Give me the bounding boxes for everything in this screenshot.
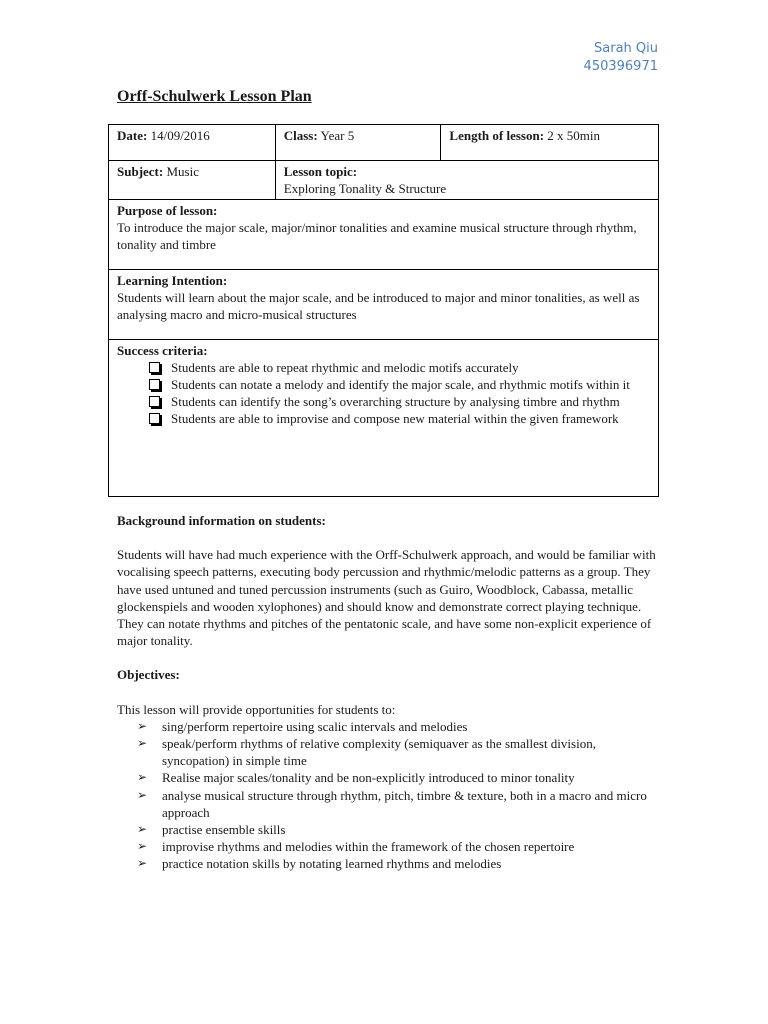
date-cell [109,125,276,161]
author-block [584,40,658,76]
arrow-bullet-icon: ➢ [137,856,148,871]
class-cell [275,125,441,161]
length-label: Length of lesson: [449,128,545,143]
checkbox-icon [149,379,160,390]
list-item [137,838,657,855]
length-value: 2 x 50min [547,128,601,143]
arrow-bullet-icon: ➢ [137,718,148,733]
objective-text: practise ensemble skills [162,822,286,838]
topic-value: Exploring Tonality & Structure [283,181,447,196]
class-value: Year 5 [320,128,355,143]
arrow-bullet-icon: ➢ [137,787,148,802]
objectives-heading: Objectives: [117,667,180,683]
criteria-list [117,359,650,427]
criteria-text: Students can notate a melody and identify the major scale, and rhythmic motifs within it [171,377,630,392]
subject-label: Subject: [117,164,164,179]
class-label: Class: [283,128,318,143]
list-item [137,787,657,821]
arrow-bullet-icon: ➢ [137,839,148,854]
list-item [137,855,657,872]
length-cell [441,125,659,161]
objective-text: analyse musical structure through rhythm, pitch, timbre & texture, both in a macro and micro approach [162,787,647,820]
background-text: Students will have had much experience with the Orff-Schulwerk approach, and would be familiar with vocalising speech patterns, executing body percussion and rhythmic/melodic patterns as a group. They have used untuned and tuned percussion instruments (such as Guiro, Woodblock, Cabassa, metallic glockenspiels and wooden xylophones) and should know and demonstrate correct playing technique. They can notate rhythms and pitches of the pentatonic scale, and have some non-explicit experience of major tonality. [117,547,656,649]
document-title: Orff-Schulwerk Lesson Plan [117,88,312,105]
objectives-list [117,718,657,873]
criteria-text: Students are able to repeat rhythmic and melodic motifs accurately [171,360,519,375]
objective-text: practice notation skills by notating learned rhythms and melodies [162,856,502,872]
table-row [109,270,659,340]
list-item [147,359,650,376]
arrow-bullet-icon: ➢ [137,770,148,785]
list-item [147,393,650,410]
document-body [117,512,657,873]
checkbox-icon [149,362,160,373]
list-item [137,735,657,769]
topic-cell [275,161,658,200]
lesson-plan-table [108,124,659,497]
checkbox-icon [149,413,160,424]
objective-text: sing/perform repertoire using scalic intervals and melodies [162,718,468,734]
list-item [137,821,657,838]
purpose-label: Purpose of lesson: [117,203,218,218]
author-name: Sarah Qiu [594,41,658,56]
intention-label: Learning Intention: [117,273,228,288]
objectives-intro: This lesson will provide opportunities for students to: [117,701,396,717]
table-row [109,340,659,497]
table-row [109,200,659,270]
list-item [137,769,657,786]
criteria-cell [109,340,659,497]
arrow-bullet-icon: ➢ [137,822,148,837]
objective-text: improvise rhythms and melodies within the framework of the chosen repertoire [162,839,575,855]
subject-cell [109,161,276,200]
intention-text: Students will learn about the major scale, and be introduced to major and minor tonalities, as well as analysing macro and micro-musical structures [117,290,640,322]
list-item [137,718,657,735]
criteria-text: Students are able to improvise and compose new material within the given framework [171,411,619,426]
table-row [109,161,659,200]
objective-text: Realise major scales/tonality and be non-explicitly introduced to minor tonality [162,770,575,786]
arrow-bullet-icon: ➢ [137,736,148,751]
background-heading: Background information on students: [117,513,326,528]
date-label: Date: [117,128,148,143]
list-item [147,410,650,427]
checkbox-icon [149,396,160,407]
date-value: 14/09/2016 [150,128,210,143]
student-id: 450396971 [583,59,658,74]
criteria-label: Success criteria: [117,343,208,358]
list-item [147,376,650,393]
intention-cell [109,270,659,340]
objective-text: speak/perform rhythms of relative complexity (semiquaver as the smallest division, syncopation) in simple time [162,736,596,769]
subject-value: Music [166,164,199,179]
purpose-cell [109,200,659,270]
purpose-text: To introduce the major scale, major/minor tonalities and examine musical structure through rhythm, tonality and timbre [117,220,637,252]
criteria-text: Students can identify the song’s overarching structure by analysing timbre and rhythm [171,394,620,409]
topic-label: Lesson topic: [283,164,358,179]
table-row [109,125,659,161]
